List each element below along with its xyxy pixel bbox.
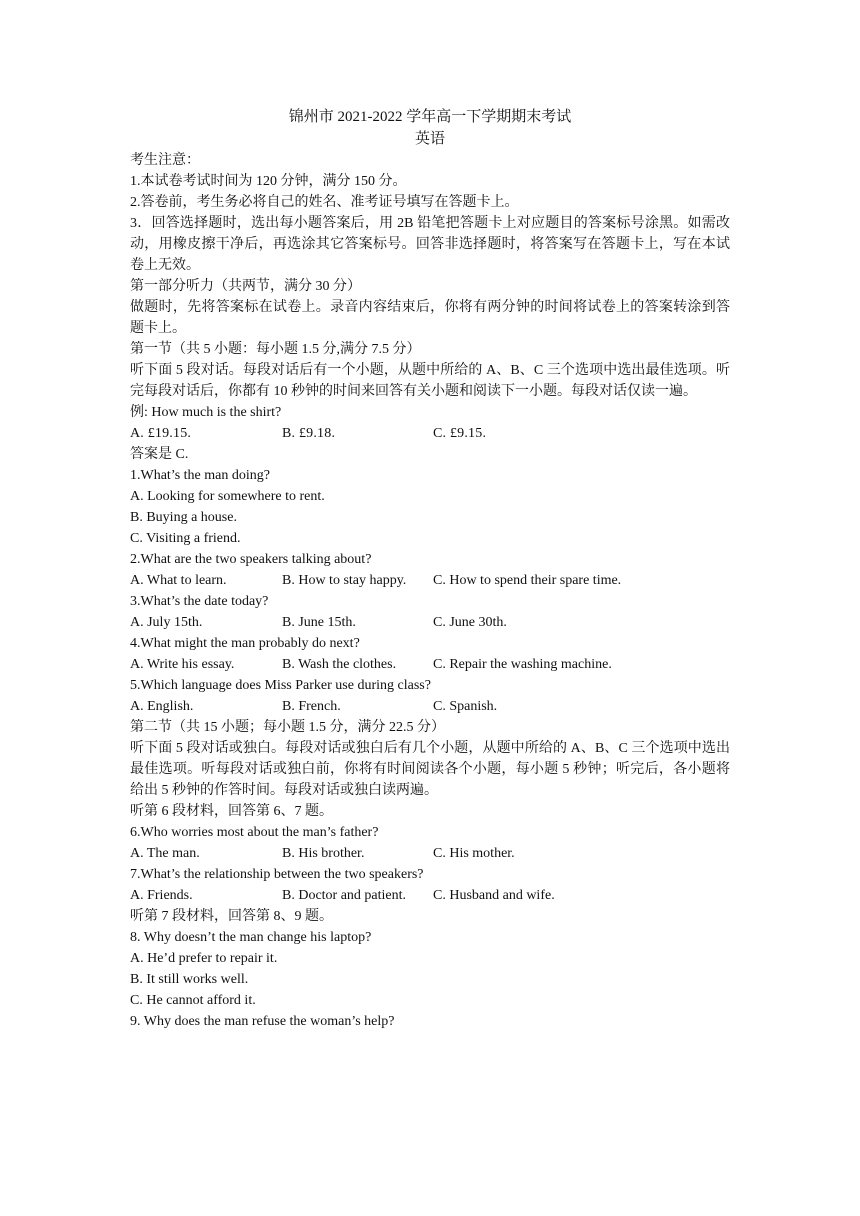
- part1-heading: 第一部分听力（共两节，满分 30 分）: [130, 279, 361, 294]
- example-options: [130, 423, 730, 444]
- question-1-option-b: B. Buying a house.: [130, 510, 237, 525]
- question-5: 5.Which language does Miss Parker use during class?: [130, 678, 431, 693]
- question-4-option-b: B. Wash the clothes.: [282, 657, 397, 672]
- exam-title: 锦州市 2021-2022 学年高一下学期期末考试: [288, 109, 572, 125]
- question-6-options: [130, 843, 730, 864]
- question-4-option-a: A. Write his essay.: [130, 657, 235, 672]
- question-2: 2.What are the two speakers talking about?: [130, 552, 372, 567]
- question-7: 7.What’s the relationship between the two speakers?: [130, 867, 424, 882]
- notice-item-1: 1.本试卷考试时间为 120 分钟，满分 150 分。: [130, 174, 407, 189]
- question-8: 8. Why doesn’t the man change his laptop?: [130, 930, 372, 945]
- question-1-option-a: A. Looking for somewhere to rent.: [130, 489, 325, 504]
- notice-item-2: 2.答卷前，考生务必将自己的姓名、准考证号填写在答题卡上。: [130, 195, 519, 210]
- question-6-option-c: C. His mother.: [433, 846, 515, 861]
- part1-instruction: 做题时，先将答案标在试卷上。录音内容结束后，你将有两分钟的时间将试卷上的答案转涂到答题卡上。: [130, 300, 730, 336]
- notice-heading: 考生注意：: [130, 153, 200, 168]
- question-6-option-a: A. The man.: [130, 846, 200, 861]
- question-3-option-b: B. June 15th.: [282, 615, 356, 630]
- question-4-option-c: C. Repair the washing machine.: [433, 657, 612, 672]
- question-6: 6.Who worries most about the man’s father?: [130, 825, 379, 840]
- material-7-heading: 听第 7 段材料，回答第 8、9 题。: [130, 909, 333, 924]
- question-5-option-a: A. English.: [130, 699, 194, 714]
- notice-item-3: 3．回答选择题时，选出每小题答案后，用 2B 铅笔把答题卡上对应题目的答案标号涂黑。如需改动，用橡皮擦干净后，再选涂其它答案标号。回答非选择题时，将答案写在答题卡上，写在本试卷上无效。: [130, 216, 730, 273]
- question-1-option-c: C. Visiting a friend.: [130, 531, 241, 546]
- question-3-option-c: C. June 30th.: [433, 615, 507, 630]
- question-8-option-c: C. He cannot afford it.: [130, 993, 256, 1008]
- question-7-options: [130, 885, 730, 906]
- example-question: 例: How much is the shirt?: [130, 405, 282, 420]
- question-7-option-b: B. Doctor and patient.: [282, 888, 407, 903]
- question-2-option-a: A. What to learn.: [130, 573, 227, 588]
- question-6-option-b: B. His brother.: [282, 846, 365, 861]
- section2-heading: 第二节（共 15 小题；每小题 1.5 分，满分 22.5 分）: [130, 720, 445, 735]
- example-answer: 答案是 C.: [130, 447, 189, 462]
- question-5-option-b: B. French.: [282, 699, 341, 714]
- example-option-c: C. £9.15.: [433, 426, 487, 441]
- exam-page: [130, 106, 730, 1032]
- question-5-option-c: C. Spanish.: [433, 699, 498, 714]
- question-5-options: [130, 696, 730, 717]
- example-option-a: A. £19.15.: [130, 426, 192, 441]
- material-6-heading: 听第 6 段材料，回答第 6、7 题。: [130, 804, 333, 819]
- question-2-options: [130, 570, 730, 591]
- question-7-option-a: A. Friends.: [130, 888, 193, 903]
- question-3-options: [130, 612, 730, 633]
- question-3-option-a: A. July 15th.: [130, 615, 203, 630]
- question-2-option-c: C. How to spend their spare time.: [433, 573, 622, 588]
- question-1: 1.What’s the man doing?: [130, 468, 270, 483]
- exam-subject: 英语: [414, 131, 445, 147]
- question-2-option-b: B. How to stay happy.: [282, 573, 407, 588]
- question-8-option-a: A. He’d prefer to repair it.: [130, 951, 278, 966]
- section1-heading: 第一节（共 5 小题：每小题 1.5 分,满分 7.5 分）: [130, 342, 421, 357]
- example-option-b: B. £9.18.: [282, 426, 336, 441]
- question-8-option-b: B. It still works well.: [130, 972, 249, 987]
- section1-instruction: 听下面 5 段对话。每段对话后有一个小题，从题中所给的 A、B、C 三个选项中选出最佳选项。听完每段对话后，你都有 10 秒钟的时间来回答有关小题和阅读下一小题。每段对话仅读一遍。: [130, 363, 730, 399]
- question-9: 9. Why does the man refuse the woman’s help?: [130, 1014, 395, 1029]
- question-4: 4.What might the man probably do next?: [130, 636, 360, 651]
- question-7-option-c: C. Husband and wife.: [433, 888, 555, 903]
- question-4-options: [130, 654, 730, 675]
- section2-instruction: 听下面 5 段对话或独白。每段对话或独白后有几个小题，从题中所给的 A、B、C 三个选项中选出最佳选项。听每段对话或独白前，你将有时间阅读各个小题，每小题 5 秒钟；听完后，各小题将给出 5 秒钟的作答时间。每段对话或独白读两遍。: [130, 741, 730, 798]
- question-3: 3.What’s the date today?: [130, 594, 269, 609]
